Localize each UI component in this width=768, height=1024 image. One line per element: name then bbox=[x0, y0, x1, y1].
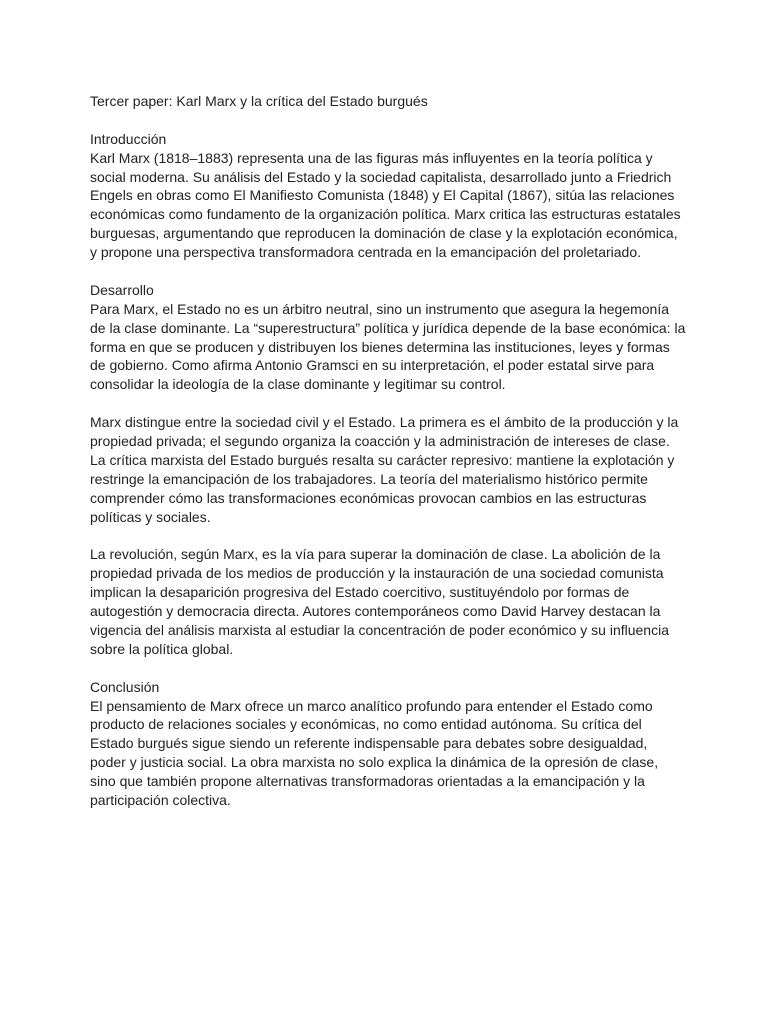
text-line: y propone una perspectiva transformadora centrada en la emancipación del proletariado. bbox=[90, 244, 642, 261]
text-line: propiedad privada de los medios de producción y la instauración de una sociedad comunista bbox=[90, 565, 664, 582]
text-line: consolidar la ideología de la clase dominante y legitimar su control. bbox=[90, 376, 506, 393]
text-line: Para Marx, el Estado no es un árbitro neutral, sino un instrumento que asegura la hegemonía bbox=[90, 300, 670, 317]
text-line: social moderna. Su análisis del Estado y la sociedad capitalista, desarrollado junto a Friedrich bbox=[90, 168, 672, 185]
text-line: comprender cómo las transformaciones económicas provocan cambios en las estructuras bbox=[90, 489, 647, 506]
text-line: de la clase dominante. La “superestructura” política y jurídica depende de la base económica: la bbox=[90, 319, 686, 336]
blank-line bbox=[90, 659, 690, 678]
text-line: producto de relaciones sociales y económicas, no como entidad autónoma. Su crítica del bbox=[90, 716, 642, 733]
paragraph-desarrollo-3 bbox=[90, 545, 690, 658]
text-line: Karl Marx (1818–1883) representa una de las figuras más influyentes en la teoría política y bbox=[90, 149, 653, 166]
section-heading-introduccion: Introducción bbox=[90, 130, 167, 147]
text-line: Marx distingue entre la sociedad civil y el Estado. La primera es el ámbito de la producción y la bbox=[90, 414, 679, 431]
text-line: Engels en obras como El Manifiesto Comunista (1848) y El Capital (1867), sitúa las relaciones bbox=[90, 187, 675, 204]
text-line: económicas como fundamento de la organización política. Marx critica las estructuras estatales bbox=[90, 206, 681, 223]
text-line: políticas y sociales. bbox=[90, 508, 211, 525]
paragraph-desarrollo-2 bbox=[90, 413, 690, 526]
blank-line bbox=[90, 111, 690, 130]
document-page bbox=[90, 92, 690, 810]
text-line: forma en que se producen y distribuyen los bienes determina las instituciones, leyes y formas bbox=[90, 338, 670, 355]
text-line: sobre la política global. bbox=[90, 640, 234, 657]
text-line: restringe la emancipación de los trabajadores. La teoría del materialismo histórico permite bbox=[90, 470, 648, 487]
text-line: propiedad privada; el segundo organiza la coacción y la administración de intereses de clase. bbox=[90, 433, 670, 450]
section-heading-conclusion: Conclusión bbox=[90, 678, 160, 695]
section-heading-desarrollo: Desarrollo bbox=[90, 281, 154, 298]
text-line: implican la desaparición progresiva del Estado coercitivo, sustituyéndolo por formas de bbox=[90, 584, 630, 601]
paragraph-introduccion bbox=[90, 149, 690, 262]
text-line: Estado burgués sigue siendo un referente indispensable para debates sobre desigualdad, bbox=[90, 735, 648, 752]
text-line: autogestión y democracia directa. Autores contemporáneos como David Harvey destacan la bbox=[90, 603, 661, 620]
blank-line bbox=[90, 262, 690, 281]
text-line: burguesas, argumentando que reproducen la dominación de clase y la explotación económica, bbox=[90, 225, 678, 242]
document-title: Tercer paper: Karl Marx y la crítica del Estado burgués bbox=[90, 93, 428, 109]
text-line: participación colectiva. bbox=[90, 791, 231, 808]
paragraph-conclusion bbox=[90, 697, 690, 810]
paragraph-desarrollo-1 bbox=[90, 300, 690, 394]
blank-line bbox=[90, 394, 690, 413]
text-line: de gobierno. Como afirma Antonio Gramsci en su interpretación, el poder estatal sirve para bbox=[90, 357, 655, 374]
text-line: poder y justicia social. La obra marxista no solo explica la dinámica de la opresión de clase, bbox=[90, 754, 659, 771]
text-line: El pensamiento de Marx ofrece un marco analítico profundo para entender el Estado como bbox=[90, 697, 653, 714]
text-line: sino que también propone alternativas transformadoras orientadas a la emancipación y la bbox=[90, 773, 645, 790]
blank-line bbox=[90, 526, 690, 545]
text-line: La crítica marxista del Estado burgués resalta su carácter represivo: mantiene la explotación y bbox=[90, 451, 675, 468]
text-line: La revolución, según Marx, es la vía para superar la dominación de clase. La abolición de la bbox=[90, 546, 661, 563]
text-line: vigencia del análisis marxista al estudiar la concentración de poder económico y su influencia bbox=[90, 621, 669, 638]
